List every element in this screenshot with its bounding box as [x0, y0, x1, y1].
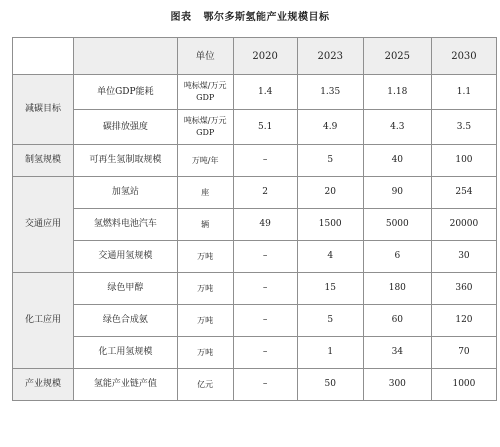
value-cell: 3.5 [431, 110, 496, 145]
value-cell: 30 [431, 241, 496, 273]
value-cell: 254 [431, 177, 496, 209]
value-cell: 360 [431, 273, 496, 305]
value-cell: – [233, 273, 297, 305]
table-row [13, 75, 497, 110]
unit-cell: 万吨 [177, 305, 233, 337]
unit-cell: 万吨 [177, 273, 233, 305]
value-cell: 40 [363, 145, 431, 177]
unit-cell: 亿元 [177, 369, 233, 401]
value-cell: 90 [363, 177, 431, 209]
value-cell: 70 [431, 337, 496, 369]
header-unit: 单位 [177, 38, 233, 75]
hydrogen-targets-table [12, 37, 497, 401]
header-year-2030: 2030 [431, 38, 496, 75]
value-cell: 1000 [431, 369, 496, 401]
value-cell: 100 [431, 145, 496, 177]
table-row [13, 337, 497, 369]
table-row [13, 209, 497, 241]
item-cell: 绿色甲醇 [74, 273, 178, 305]
value-cell: 5 [297, 305, 363, 337]
value-cell: 49 [233, 209, 297, 241]
table-row [13, 369, 497, 401]
value-cell: 5000 [363, 209, 431, 241]
item-cell: 加氢站 [74, 177, 178, 209]
value-cell: 4 [297, 241, 363, 273]
table-row [13, 177, 497, 209]
value-cell: 5.1 [233, 110, 297, 145]
title-prefix: 图表 [170, 12, 192, 23]
value-cell: 20000 [431, 209, 496, 241]
value-cell: 50 [297, 369, 363, 401]
unit-cell: 万吨/年 [177, 145, 233, 177]
value-cell: 1500 [297, 209, 363, 241]
value-cell: 34 [363, 337, 431, 369]
category-cell: 化工应用 [13, 273, 74, 369]
value-cell: 1.1 [431, 75, 496, 110]
unit-cell: 吨标煤/万元GDP [177, 75, 233, 110]
value-cell: – [233, 241, 297, 273]
value-cell: 6 [363, 241, 431, 273]
item-cell: 交通用氢规模 [74, 241, 178, 273]
value-cell: 5 [297, 145, 363, 177]
table-row [13, 305, 497, 337]
table-row [13, 110, 497, 145]
value-cell: – [233, 337, 297, 369]
category-cell: 产业规模 [13, 369, 74, 401]
unit-cell: 吨标煤/万元GDP [177, 110, 233, 145]
value-cell: 1.4 [233, 75, 297, 110]
unit-cell: 辆 [177, 209, 233, 241]
unit-cell: 万吨 [177, 337, 233, 369]
value-cell: 1 [297, 337, 363, 369]
item-cell: 化工用氢规模 [74, 337, 178, 369]
page-title [0, 8, 500, 23]
value-cell: 20 [297, 177, 363, 209]
value-cell: 1.18 [363, 75, 431, 110]
unit-cell: 万吨 [177, 241, 233, 273]
item-cell: 单位GDP能耗 [74, 75, 178, 110]
table-row [13, 145, 497, 177]
value-cell: 180 [363, 273, 431, 305]
category-cell: 制氢规模 [13, 145, 74, 177]
value-cell: – [233, 305, 297, 337]
category-cell: 交通应用 [13, 177, 74, 273]
item-cell: 碳排放强度 [74, 110, 178, 145]
value-cell: 60 [363, 305, 431, 337]
header-year-2025: 2025 [363, 38, 431, 75]
item-cell: 氢能产业链产值 [74, 369, 178, 401]
value-cell: – [233, 145, 297, 177]
value-cell: 1.35 [297, 75, 363, 110]
value-cell: 4.3 [363, 110, 431, 145]
value-cell: 4.9 [297, 110, 363, 145]
category-cell: 减碳目标 [13, 75, 74, 145]
value-cell: 15 [297, 273, 363, 305]
header-row [13, 38, 497, 75]
title-text: 鄂尔多斯氢能产业规模目标 [203, 12, 330, 23]
header-corner [13, 38, 74, 75]
item-cell: 氢燃料电池汽车 [74, 209, 178, 241]
header-year-2023: 2023 [297, 38, 363, 75]
table-row [13, 273, 497, 305]
item-cell: 绿色合成氨 [74, 305, 178, 337]
value-cell: 120 [431, 305, 496, 337]
table-row [13, 241, 497, 273]
value-cell: – [233, 369, 297, 401]
value-cell: 2 [233, 177, 297, 209]
unit-cell: 座 [177, 177, 233, 209]
header-item [74, 38, 178, 75]
value-cell: 300 [363, 369, 431, 401]
item-cell: 可再生氢制取规模 [74, 145, 178, 177]
header-year-2020: 2020 [233, 38, 297, 75]
